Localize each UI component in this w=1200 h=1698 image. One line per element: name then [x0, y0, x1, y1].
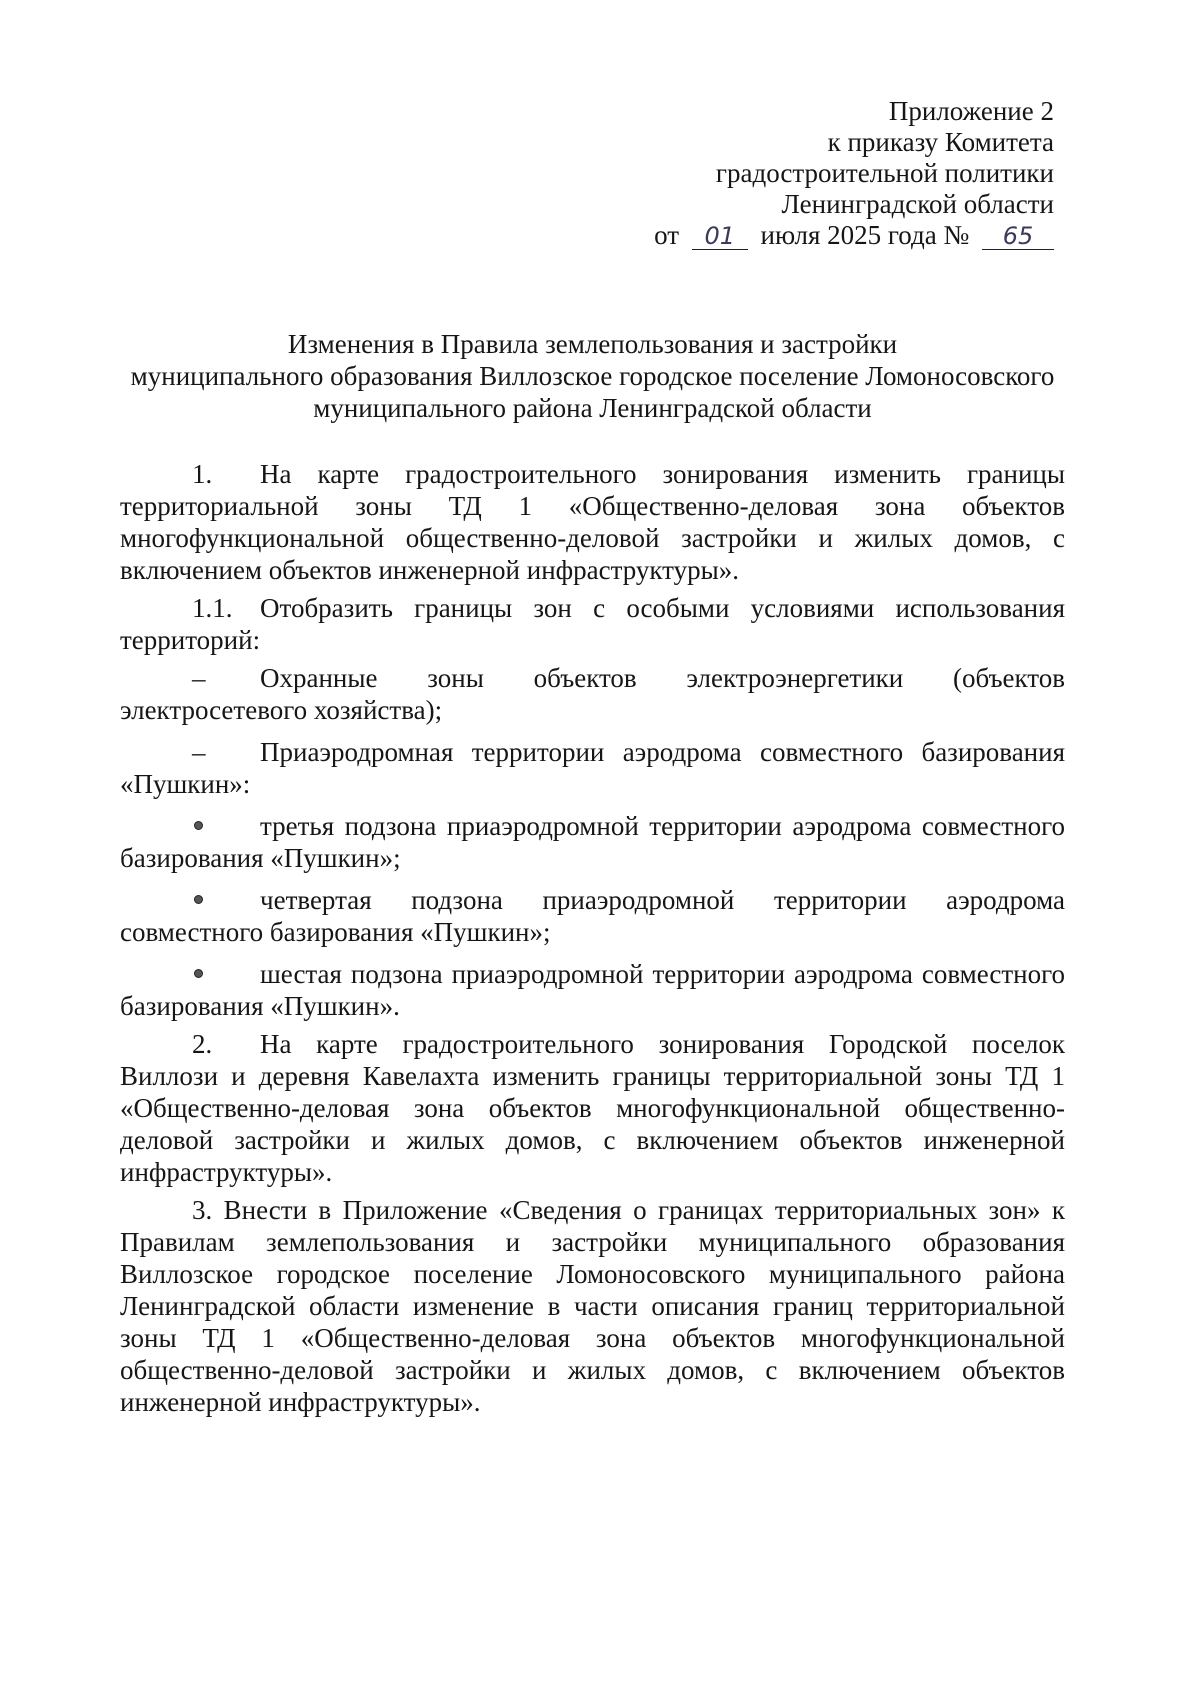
handwritten-day: 01 [692, 223, 748, 250]
date-prefix: от [654, 220, 680, 250]
bullet-icon [194, 821, 203, 830]
order-reference: к приказу Комитета [827, 127, 1054, 157]
document-title [120, 328, 1065, 424]
item-2 [120, 1028, 1065, 1188]
bullet-icon [194, 895, 203, 904]
dash-item-airfield [120, 736, 1065, 800]
title-line-3: муниципального района Ленинградской области [313, 393, 872, 423]
dash-marker: – [192, 663, 206, 693]
bullet-item-sixth-subzone-text: шестая подзона приаэродромной территории аэродрома совместного базирования «Пушкин». [120, 959, 1065, 1021]
bullet-item-fourth-subzone-text: четвертая подзона приаэродромной территории аэродрома совместного базирования «Пушкин»; [120, 885, 1065, 947]
order-date-line [654, 220, 1054, 251]
item-2-number: 2. [192, 1029, 213, 1059]
bullet-icon [194, 969, 203, 978]
item-1-number: 1. [192, 459, 213, 489]
item-1 [120, 458, 1065, 586]
item-1-1 [120, 592, 1065, 656]
committee-name: градостроительной политики [715, 158, 1054, 188]
bullet-item-sixth-subzone [120, 958, 1065, 1022]
handwritten-order-number: 65 [982, 223, 1054, 250]
title-line-1: Изменения в Правила землепользования и застройки [287, 329, 898, 359]
title-line-2: муниципального образования Виллозское городское поселение Ломоносовского [130, 361, 1055, 391]
item-1-1-number: 1.1. [192, 593, 233, 623]
dash-item-power-zones [120, 662, 1065, 726]
bullet-item-fourth-subzone [120, 884, 1065, 948]
document-body [120, 458, 1065, 1418]
bullet-item-third-subzone-text: третья подзона приаэродромной территории аэродрома совместного базирования «Пушкин»; [120, 811, 1065, 873]
appendix-header [654, 96, 1054, 251]
item-1-1-text: Отобразить границы зон с особыми условиями использования территорий: [120, 593, 1065, 655]
dash-item-power-zones-text: Охранные зоны объектов электроэнергетики (объектов электросетевого хозяйства); [120, 663, 1065, 725]
dash-item-airfield-text: Приаэродромная территории аэродрома совместного базирования «Пушкин»: [120, 737, 1065, 799]
appendix-label: Приложение 2 [888, 96, 1054, 126]
bullet-item-third-subzone [120, 810, 1065, 874]
item-1-text: На карте градостроительного зонирования изменить границы территориальной зоны ТД 1 «Общественно-деловая зона объектов многофункциональной общественно-деловой застройки и жилых домов, с включением объектов инженерной инфраструктуры». [120, 459, 1065, 585]
region-name: Ленинградской области [781, 189, 1054, 219]
dash-marker: – [192, 737, 206, 767]
item-3: 3. Внести в Приложение «Сведения о границах территориальных зон» к Правилам землепользования и застройки муниципального образования Виллозское городское поселение Ломоносовского муниципального района Ленинградской области изменение в части описания границ территориальной зоны ТД 1 «Общественно-деловая зона объектов многофункциональной общественно-деловой застройки и жилых домов, с включением объектов инженерной инфраструктуры». [120, 1195, 1065, 1417]
date-rest: июля 2025 года № [760, 220, 970, 250]
item-2-text: На карте градостроительного зонирования Городской поселок Виллози и деревня Кавелахта изменить границы территориальной зоны ТД 1 «Общественно-деловая зона объектов многофункциональной общественно-деловой застройки и жилых домов, с включением объектов инженерной инфраструктуры». [120, 1029, 1065, 1187]
